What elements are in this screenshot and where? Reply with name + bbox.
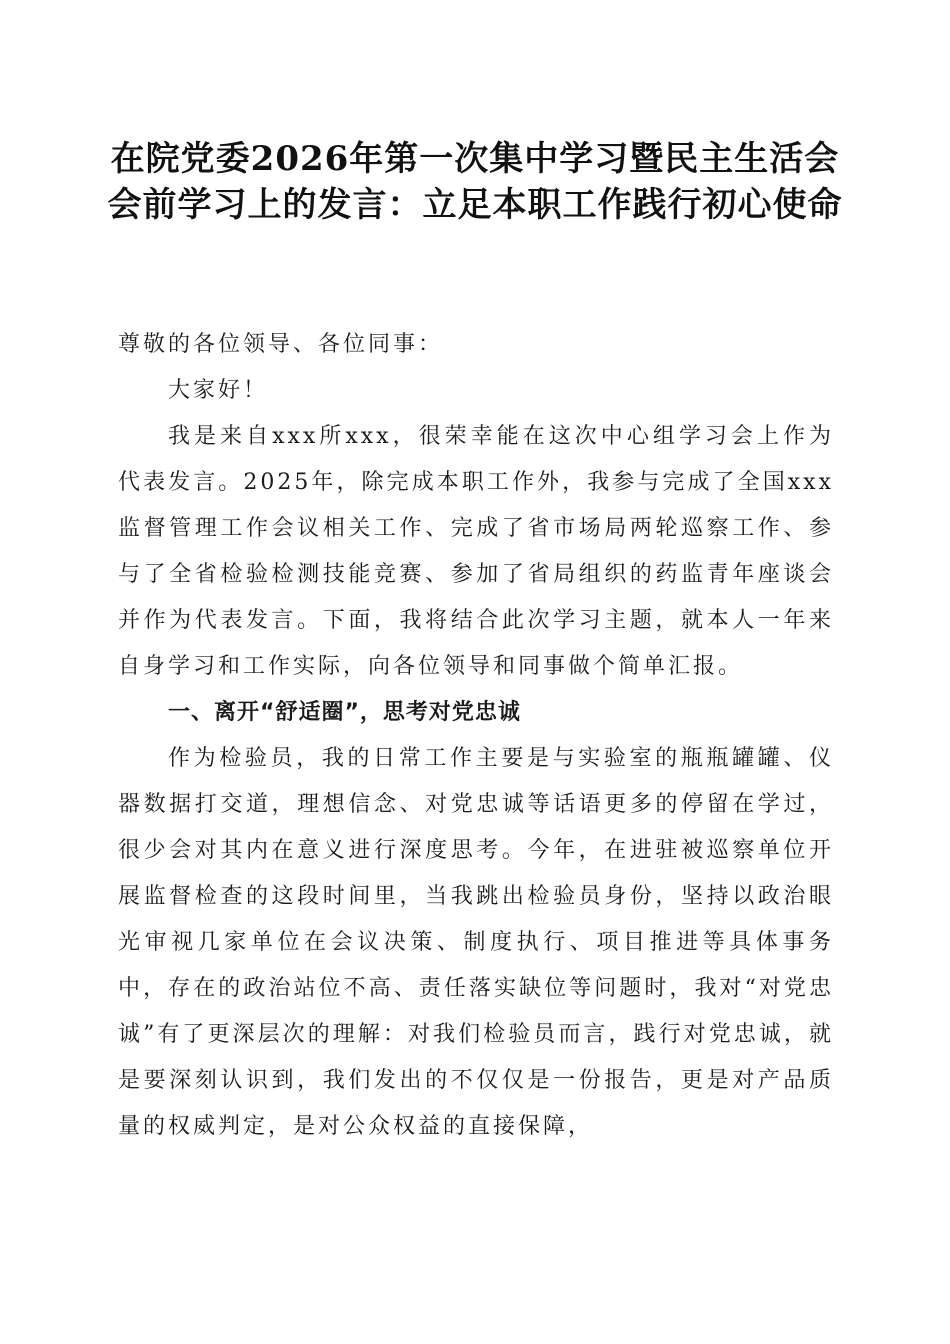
salutation: 大家好！ <box>168 378 269 403</box>
intro-paragraph: 我是来自xxx所xxx，很荣幸能在这次中心组学习会上作为代表发言。2025年，除完成本职工作外，我参与完成了全国xxx监督管理工作会议相关工作、完成了省市场局两轮巡察工作、参与了全省检验检测技能竞赛、参加了省局组织的药监青年座谈会并作为代表发言。下面，我将结合此次学习主题，就本人一年来自身学习和工作实际，向各位领导和同事做个简单汇报。 <box>118 424 834 679</box>
section-heading-1: 一、离开“舒适圈”，思考对党忠诚 <box>168 700 521 725</box>
document-title: 在院党委2026年第一次集中学习暨民主生活会会前学习上的发言：立足本职工作践行初心使命 <box>107 139 843 225</box>
document-body <box>118 322 834 1150</box>
greeting: 尊敬的各位领导、各位同事： <box>118 332 444 357</box>
section-1-paragraph: 作为检验员，我的日常工作主要是与实验室的瓶瓶罐罐、仪器数据打交道，理想信念、对党忠诚等话语更多的停留在学过，很少会对其内在意义进行深度思考。今年，在进驻被巡察单位开展监督检查的这段时间里，当我跳出检验员身份，坚持以政治眼光审视几家单位在会议决策、制度执行、项目推进等具体事务中，存在的政治站位不高、责任落实缺位等问题时，我对“对党忠诚”有了更深层次的理解：对我们检验员而言，践行对党忠诚，就是要深刻认识到，我们发出的不仅仅是一份报告，更是对产品质量的权威判定，是对公众权益的直接保障， <box>118 746 834 1139</box>
